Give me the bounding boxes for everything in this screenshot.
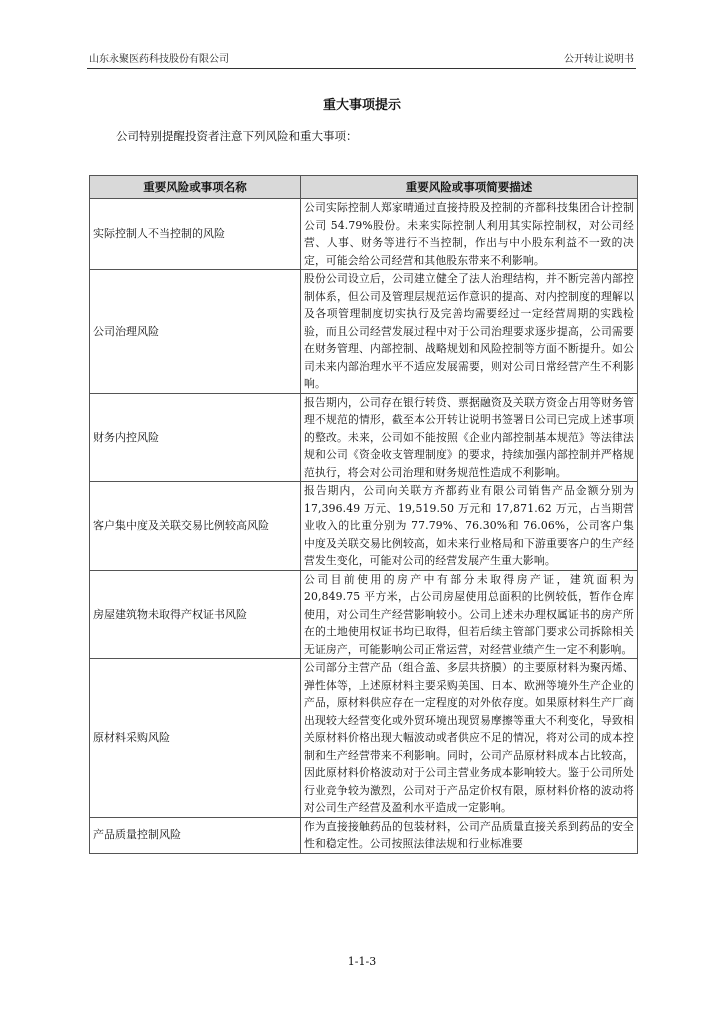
- page-number: 1-1-3: [347, 955, 377, 968]
- table-header-row: [90, 176, 638, 199]
- risk-description: 报告期内，公司存在银行转贷、票据融资及关联方资金占用等财务管理不规范的情形，截至本公开转让说明书签署日公司已完成上述事项的整改。未来，公司如不能按照《企业内部控制基本规范》等法律法规和公司《资金收支管理制度》的要求，持续加强内部控制并严格规范执行，将会对公司治理和财务规范性造成不利影响。: [301, 393, 638, 482]
- risk-name: 房屋建筑物未取得产权证书风险: [90, 570, 301, 659]
- risk-name: 原材料采购风险: [90, 659, 301, 818]
- column-header-description: 重要风险或事项简要描述: [301, 176, 638, 199]
- table-row: [90, 482, 638, 571]
- table-row: [90, 393, 638, 482]
- risk-description: 公司部分主营产品（组合盖、多层共挤膜）的主要原材料为聚丙烯、弹性体等，上述原材料主要采购美国、日本、欧洲等境外生产企业的产品，原材料供应存在一定程度的对外依存度。如果原材料生产厂商出现较大经营变化或外贸环境出现贸易摩擦等重大不利变化，导致相关原材料价格出现大幅波动或者供应不足的情况，将对公司的成本控制和生产经营带来不利影响。同时，公司产品原材料成本占比较高，因此原材料价格波动对于公司主营业务成本影响较大。鉴于公司所处行业竞争较为激烈，公司对于产品定价权有限，原材料价格的波动将对公司生产经营及盈利水平造成一定影响。: [301, 659, 638, 818]
- table-row: [90, 659, 638, 818]
- table-row: [90, 570, 638, 659]
- table-row: [90, 270, 638, 394]
- risk-name: 产品质量控制风险: [90, 817, 301, 853]
- risk-description: 股份公司设立后，公司建立健全了法人治理结构，并不断完善内部控制体系，但公司及管理层规范运作意识的提高、对内控制度的理解以及各项管理制度切实执行及完善均需要经过一定经营周期的实践检验，而且公司经营发展过程中对于公司治理要求逐步提高，公司需要在财务管理、内部控制、战略规划和风险控制等方面不断提升。如公司未来内部治理水平不适应发展需要，则对公司日常经营产生不利影响。: [301, 270, 638, 394]
- risk-table: [89, 175, 638, 854]
- table-row: [90, 817, 638, 853]
- table-row: [90, 199, 638, 270]
- risk-description: 作为直接接触药品的包装材料，公司产品质量直接关系到药品的安全性和稳定性。公司按照法律法规和行业标准要: [301, 817, 638, 853]
- risk-description: 报告期内，公司向关联方齐都药业有限公司销售产品金额分别为 17,396.49 万元、19,519.50 万元和 17,871.62 万元，占当期营业收入的比重分别为 77.79%、76.30%和 76.06%，公司客户集中度及关联交易比例较高，如未来行业格局和下游重要客户的生产经营发生变化，可能对公司的经营发展产生重大影响。: [301, 482, 638, 571]
- header-company-name: 山东永聚医药科技股份有限公司: [89, 54, 229, 65]
- risk-description: 公司目前使用的房产中有部分未取得房产证，建筑面积为 20,849.75 平方米，占公司房屋使用总面积的比例较低，暂作仓库使用，对公司生产经营影响较小。公司上述未办理权属证书的房产所在的土地使用权证书均已取得，但若后续主管部门要求公司拆除相关无证房产，可能影响公司正常运营，对经营业绩产生一定不利影响。: [301, 570, 638, 659]
- page-header: [87, 52, 636, 69]
- column-header-name: 重要风险或事项名称: [90, 176, 301, 199]
- risk-description: 公司实际控制人郑家晴通过直接持股及控制的齐都科技集团合计控制公司 54.79%股份。未来实际控制人利用其实际控制权，对公司经营、人事、财务等进行不当控制，作出与中小股东利益不一致的决定，可能会给公司经营和其他股东带来不利影响。: [301, 199, 638, 270]
- risk-name: 客户集中度及关联交易比例较高风险: [90, 482, 301, 571]
- header-document-type: 公开转让说明书: [564, 54, 634, 65]
- risk-name: 财务内控风险: [90, 393, 301, 482]
- intro-text: 公司特别提醒投资者注意下列风险和重大事项：: [116, 129, 358, 143]
- risk-name: 实际控制人不当控制的风险: [90, 199, 301, 270]
- section-title: 重大事项提示: [322, 98, 401, 113]
- risk-name: 公司治理风险: [90, 270, 301, 394]
